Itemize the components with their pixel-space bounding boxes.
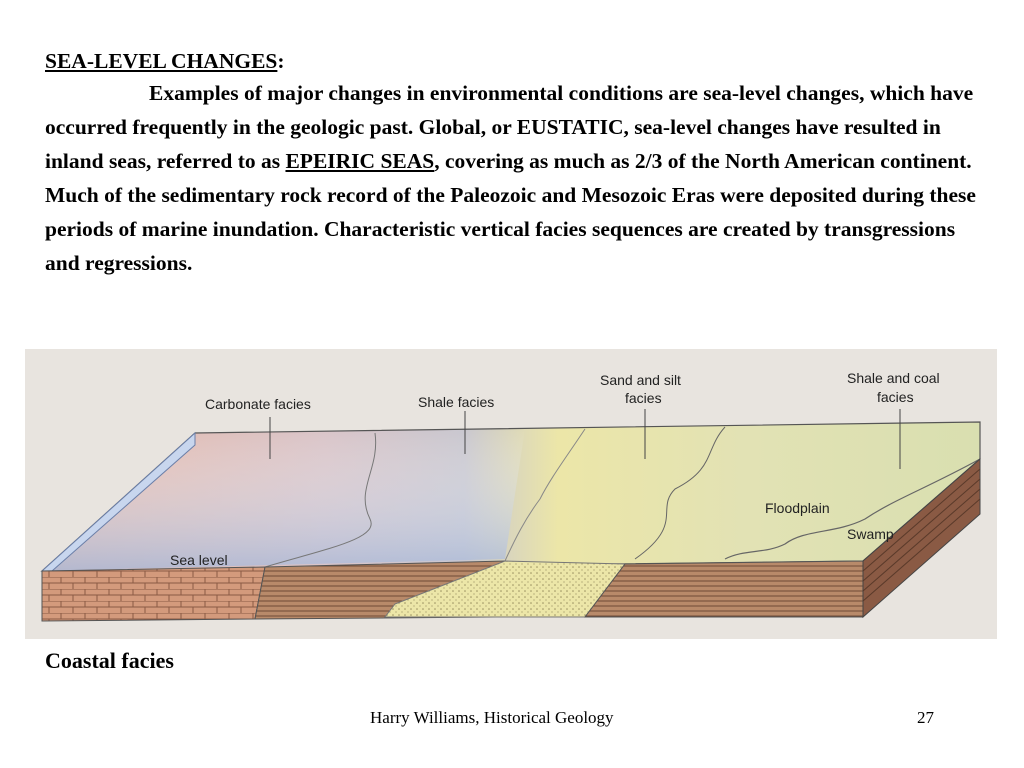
- label-sand-silt-line2: facies: [625, 390, 662, 406]
- sea-water-tint: [42, 429, 525, 571]
- slide-heading: [45, 44, 285, 78]
- label-shale-coal-line1: Shale and coal: [847, 370, 940, 386]
- slide-body-text: [45, 76, 985, 280]
- label-carbonate-facies: Carbonate facies: [205, 396, 311, 412]
- epeiric-seas-term: EPEIRIC SEAS: [285, 149, 435, 173]
- block-side-coal: [585, 561, 863, 617]
- body-part-1: Examples of major changes in environmental conditions are sea-level changes, which have occurred frequently in the geologic past. Global, or EUSTATIC, sea-level changes have resulted in inland seas, referred to as: [45, 81, 974, 173]
- label-shale-coal-line2: facies: [877, 389, 914, 405]
- heading-title: SEA-LEVEL CHANGES: [45, 49, 278, 73]
- block-side-carbonate: [42, 567, 265, 621]
- label-sea-level: Sea level: [170, 552, 228, 568]
- figure-caption: Coastal facies: [45, 648, 174, 673]
- heading-colon: :: [277, 49, 285, 73]
- body-part-2: , covering as much as 2/3 of the North American continent. Much of the sedimentary rock record of the Paleozoic and Mesozoic Eras were deposited during these periods of marine inundation. Characteristic vertical facies sequences are created by transgressions and regressions.: [45, 149, 976, 275]
- facies-block-diagram: [25, 349, 997, 639]
- label-floodplain: Floodplain: [765, 500, 830, 516]
- label-sand-silt-line1: Sand and silt: [600, 372, 681, 388]
- page-number: 27: [917, 708, 934, 727]
- slide-footer: Harry Williams, Historical Geology: [370, 708, 614, 727]
- coastal-facies-diagram: [25, 349, 997, 639]
- label-swamp: Swamp: [847, 526, 894, 542]
- label-shale-facies: Shale facies: [418, 394, 495, 410]
